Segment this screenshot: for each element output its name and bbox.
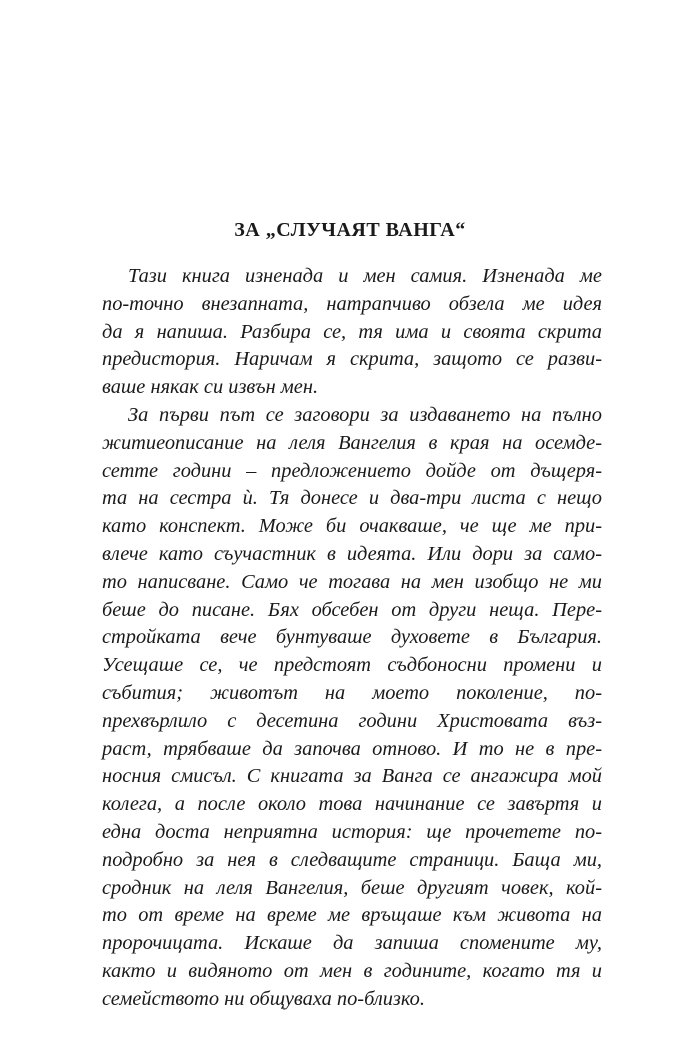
text-line: колега, а после около това начинание се завъртя и: [102, 793, 602, 816]
chapter-title: ЗА „СЛУЧАЯТ ВАНГА“: [234, 219, 466, 241]
paragraph-1: [102, 263, 602, 402]
text-line: предистория. Наричам я скрита, защото се разви-: [102, 348, 602, 371]
text-line: сетте години – предложението дойде от дъщеря-: [102, 459, 602, 482]
text-line: стройката вече бунтуваше духовете в България.: [102, 626, 602, 649]
text-line: прехвърлило с десетина години Христовата въз-: [102, 709, 602, 732]
text-line: пророчицата. Искаше да запиша спомените му,: [102, 932, 602, 955]
text-line: За първи път се заговори за издаването на пълно: [128, 403, 602, 426]
text-line: влече като съучастник в идеята. Или дори за само-: [102, 542, 602, 565]
text-line: подробно за нея в следващите страници. Баща ми,: [102, 848, 602, 871]
text-line: събития; животът на моето поколение, по-: [102, 681, 602, 704]
text-line: сродник на леля Вангелия, беше другият човек, кой-: [102, 876, 602, 899]
text-line: семейството ни общуваха по-близко.: [102, 987, 425, 1010]
text-line: то написване. Само че тогава на мен изобщо не ми: [102, 570, 602, 593]
text-line: то от време на време ме връщаше към живота на: [102, 904, 602, 927]
text-line: както и видяното от мен в годините, когато тя и: [102, 959, 602, 982]
text-line: една доста неприятна история: ще прочетете по-: [102, 820, 602, 843]
text-line: по-точно внезапната, натрапчиво обзела ме идея: [102, 292, 602, 315]
text-line: житиеописание на леля Вангелия в края на осемде-: [102, 431, 602, 454]
text-line: носния смисъл. С книгата за Ванга се ангажира мой: [102, 765, 602, 788]
text-line: Тази книга изненада и мен самия. Изненада ме: [128, 265, 602, 287]
text-line: та на сестра ѝ. Тя донесе и два-три листа с нещо: [102, 487, 602, 510]
text-line: Усещаше се, че предстоят съдбоносни промени и: [102, 654, 602, 677]
text-line: да я напиша. Разбира се, тя има и своята скрита: [102, 320, 602, 343]
text-line: като конспект. Може би очакваше, че ще ме при-: [102, 515, 602, 538]
text-line: ваше някак си извън мен.: [102, 376, 319, 399]
body-text: [102, 263, 602, 1014]
paragraph-2: [102, 402, 602, 1014]
text-line: беше до писане. Бях обсебен от други неща. Пере-: [102, 598, 602, 621]
text-line: раст, трябваше да започва отново. И то не в пре-: [102, 737, 602, 760]
